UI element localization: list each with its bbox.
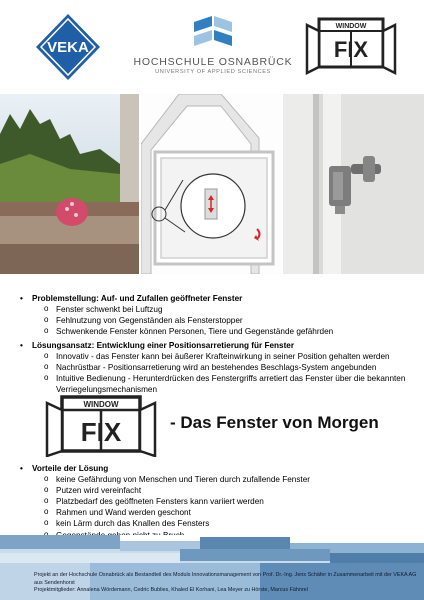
list-item: o Putzen wird vereinfacht <box>44 485 410 496</box>
windowfix-main-text: FIX <box>333 37 369 62</box>
section-heading: • Lösungsansatz: Entwicklung einer Positionsarretierung für Fenster <box>20 340 410 351</box>
list-item: o keine Gefährdung von Menschen und Tieren durch zufallende Fenster <box>44 474 410 485</box>
list-item: o kein Lärm durch das Knallen des Fensters <box>44 518 410 529</box>
list-item: o Nachrüstbar - Positionsarretierung wird an bestehendes Beschlags-System angebunden <box>44 362 410 373</box>
footer-members-line: Projektmitglieder: Annalena Wördemann, Cedric Bublies, Khaled El Korhani, Lea Meyer zu Hörste, Marcus Fähnrel <box>34 587 308 594</box>
footer-text <box>34 572 419 595</box>
university-logo <box>128 16 298 80</box>
list-item: o Rahmen und Wand werden geschont <box>44 507 410 518</box>
list-item: o Platzbedarf des geöffneten Fensters kann variiert werden <box>44 496 410 507</box>
section-problem <box>20 293 410 337</box>
window-diagram-image <box>141 94 281 274</box>
footer-project-line: Projekt an der Hochschule Osnabrück als Bestandteil des Moduls Innovationsmanagement von Prof. Dr.-Ing. Jens Schäfer in Zusammenarbeit mit der VEKA AG aus Sendenhorst <box>34 572 417 586</box>
list-item: o Intuitive Bedienung - Herunterdrücken des Fenstergriffs arretiert das Fenster über die bekannten Verriegelungsmechanismen <box>44 373 410 395</box>
section-solution <box>20 340 410 395</box>
windowfix-top-text: WINDOW <box>83 400 119 409</box>
section-heading: • Vorteile der Lösung <box>20 463 410 474</box>
list-item: o Schwenkende Fenster können Personen, Tiere und Gegenstände gefährden <box>44 326 410 337</box>
list-item: o Fehlnutzung von Gegenständen als Fensterstopper <box>44 315 410 326</box>
tagline: - Das Fenster von Morgen <box>170 413 379 432</box>
section-advantages <box>20 463 410 541</box>
windowfix-logo <box>305 17 397 77</box>
window-lock-photo <box>283 94 424 274</box>
university-name: HOCHSCHULE OSNABRÜCK <box>133 56 293 68</box>
veka-logo <box>34 12 102 82</box>
windowfix-logo-large <box>45 395 157 457</box>
windowfix-top-text: WINDOW <box>335 23 367 30</box>
section-heading: • Problemstellung: Auf- und Zufallen geöffneter Fenster <box>20 293 410 304</box>
list-item: o Fenster schwenkt bei Luftzug <box>44 304 410 315</box>
veka-logo-text: VEKA <box>47 39 89 56</box>
university-subtitle: UNIVERSITY OF APPLIED SCIENCES <box>155 69 271 75</box>
list-item: o Innovativ - das Fenster kann bei äußerer Krafteinwirkung in seiner Position gehalten werden <box>44 351 410 362</box>
window-sill-photo <box>0 94 139 274</box>
windowfix-main-text: FIX <box>80 417 122 447</box>
